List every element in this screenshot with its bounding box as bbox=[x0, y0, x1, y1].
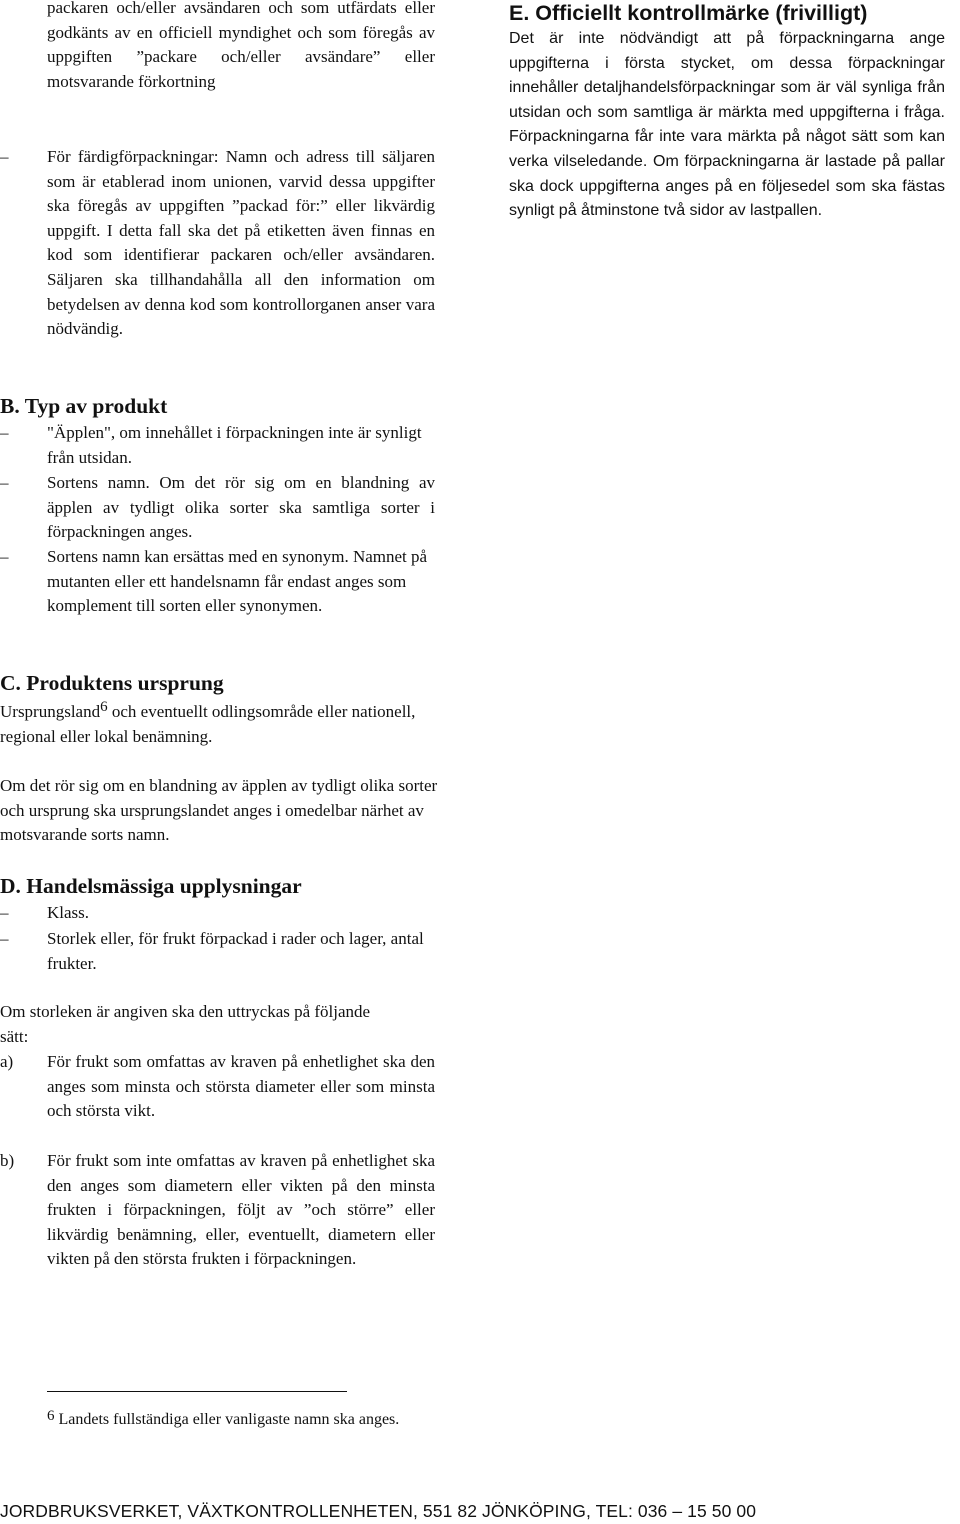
size-paragraph: Om storleken är angiven ska den uttryckas på följande sätt: bbox=[0, 1002, 371, 1046]
section-b-heading: B. Typ av produkt bbox=[0, 394, 168, 418]
list-item-text: Klass. bbox=[47, 903, 90, 922]
list-item bbox=[0, 471, 435, 546]
footnote-divider bbox=[47, 1391, 347, 1392]
list-item bbox=[0, 545, 435, 645]
page-footer: JORDBRUKSVERKET, VÄXTKONTROLLENHETEN, 551 82 JÖNKÖPING, TEL: 036 – 15 50 00 bbox=[0, 1501, 757, 1521]
list-item bbox=[0, 901, 435, 926]
footnote bbox=[47, 1408, 417, 1431]
list-item-text: Storlek eller, för frukt förpackad i rader och lager, antal frukter. bbox=[47, 929, 424, 973]
section-d-heading: D. Handelsmässiga upplysningar bbox=[0, 874, 302, 898]
dash-bullet: – bbox=[0, 147, 9, 166]
origin-paragraph: Ursprungsland6 och eventuellt odlingsområde eller nationell, regional eller lokal benämning. bbox=[0, 699, 416, 746]
intro-paragraph: packaren och/eller avsändaren och som utfärdats eller godkänts av en officiell myndighet och som föregås av uppgiften ”packare och/eller avsändare” eller motsvarande förkortning bbox=[47, 0, 435, 91]
list-item bbox=[0, 1050, 435, 1150]
dash-bullet: – bbox=[0, 929, 9, 948]
footnote-number: 6 bbox=[47, 1408, 55, 1424]
list-item bbox=[0, 421, 435, 471]
list-item bbox=[0, 1149, 435, 1324]
dash-bullet: – bbox=[0, 423, 9, 442]
dash-bullet: – bbox=[0, 547, 9, 566]
dash-bullet: – bbox=[0, 473, 9, 492]
list-item-text: För färdigförpackningar: Namn och adress till säljaren som är etablerad inom unionen, varvid dessa uppgifter ska föregås av uppgiften ”packad för:” eller likvärdig uppgift. I detta fall ska det på etiketten även finnas en kod som identifierar packaren och/eller avsändaren. Säljaren ska tillhandahålla all den information om betydelsen av denna kod som kontrollorganen anser vara nödvändig. bbox=[47, 147, 435, 339]
list-marker: b) bbox=[0, 1151, 15, 1170]
footnote-text: Landets fullständiga eller vanligaste namn ska anges. bbox=[54, 1411, 400, 1428]
footnote-ref: 6 bbox=[100, 699, 108, 715]
section-e-heading: E. Officiellt kontrollmärke (frivilligt) bbox=[509, 1, 868, 25]
list-item bbox=[0, 145, 435, 365]
dash-bullet: – bbox=[0, 903, 9, 922]
list-item-text: Sortens namn. Om det rör sig om en blandning av äpplen av tydligt olika sorter ska samtliga sorter i förpackningen anges. bbox=[47, 473, 435, 542]
section-e-paragraph: Det är inte nödvändigt att på förpackningarna ange uppgifterna i första stycket, om dessa förpackningar innehåller detaljhandelsförpackningar som är väl synliga från utsidan och som samtliga är märkta med uppgifterna i fråga. Förpackningarna får inte vara märkta på något sätt som kan verka vilseledande. Om förpackningarna är lastade på pallar ska dock uppgifterna anges på en följesedel som ska fästas synligt på åtminstone två sidor av lastpallen. bbox=[509, 30, 945, 220]
list-marker: a) bbox=[0, 1052, 14, 1071]
list-item bbox=[0, 927, 435, 977]
origin-mix-paragraph: Om det rör sig om en blandning av äpplen av tydligt olika sorter och ursprung ska ursprungslandet anges i omedelbar närhet av motsvarande sorts namn. bbox=[0, 776, 438, 845]
section-c-heading: C. Produktens ursprung bbox=[0, 671, 224, 695]
list-item-text: Sortens namn kan ersättas med en synonym. Namnet på mutanten eller ett handelsnamn får endast anges som komplement till sorten eller synonymen. bbox=[47, 547, 428, 616]
list-item-text: För frukt som inte omfattas av kraven på enhetlighet ska den anges som diametern eller vikten på den minsta frukten i förpackningen, följt av ”och större” eller likvärdig benämning, eller, eventuellt, diametern eller vikten på den största frukten i förpackningen. bbox=[47, 1151, 435, 1269]
list-item-text: "Äpplen", om innehållet i förpackningen inte är synligt från utsidan. bbox=[47, 423, 422, 467]
list-item-text: För frukt som omfattas av kraven på enhetlighet ska den anges som minsta och största diameter eller som minsta och största vikt. bbox=[47, 1052, 435, 1121]
